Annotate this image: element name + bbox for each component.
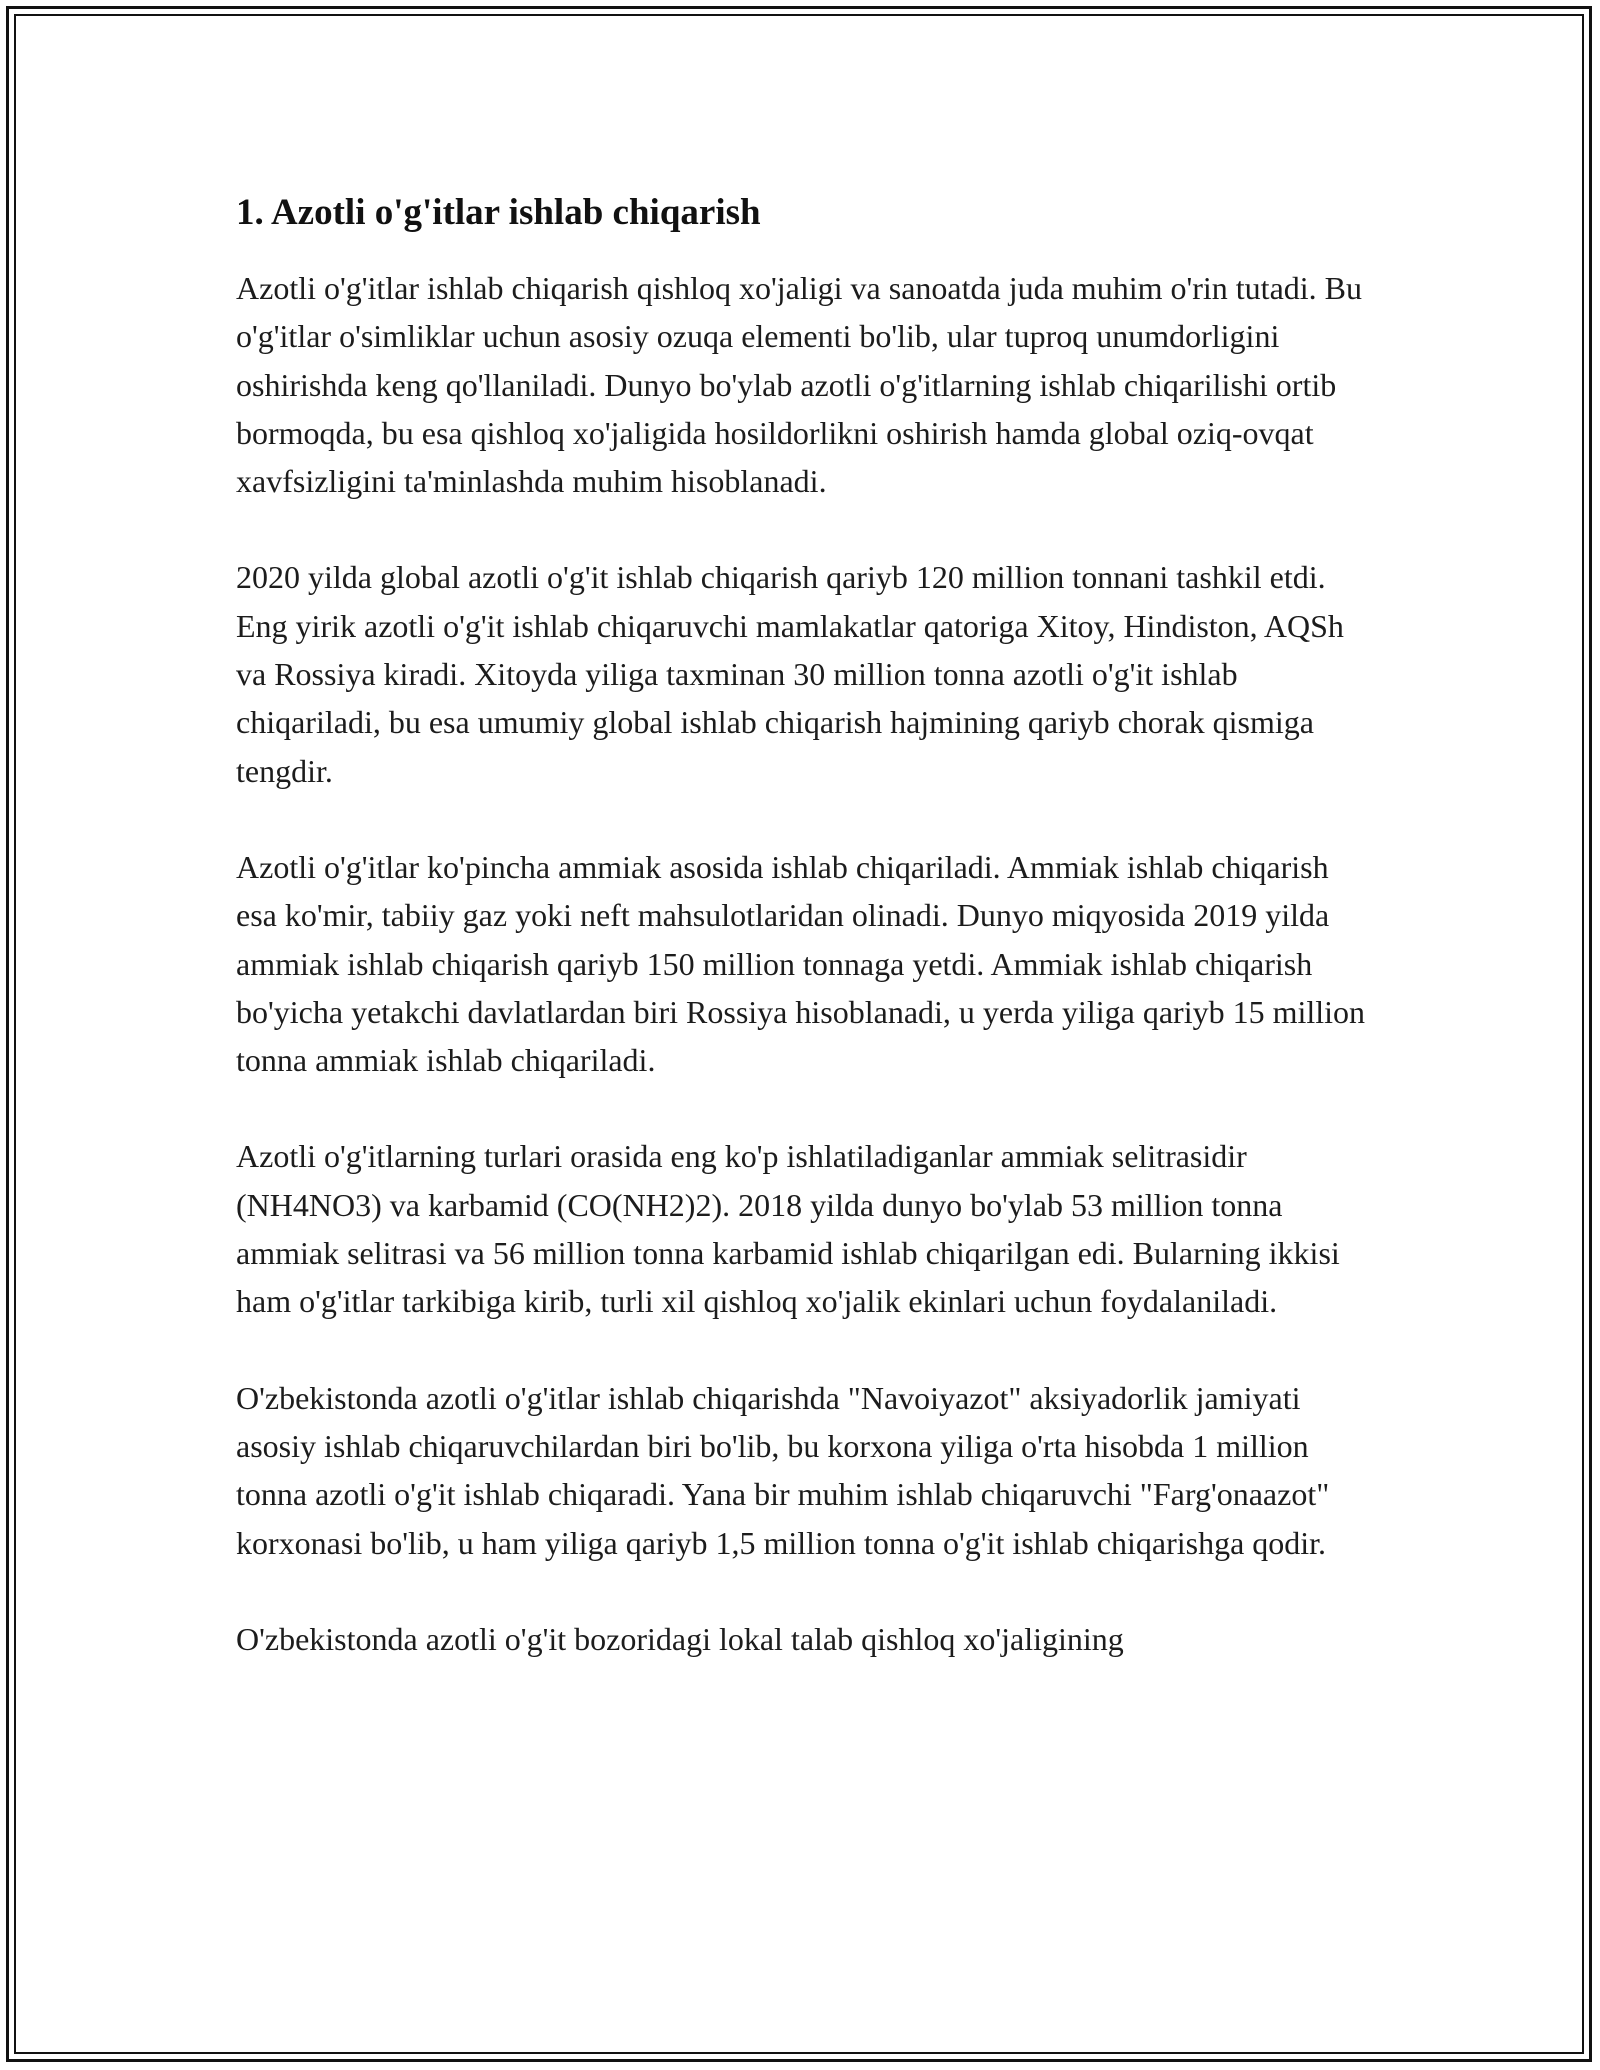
paragraph-fertilizer-types: Azotli o'g'itlarning turlari orasida eng ko'p ishlatiladiganlar ammiak selitrasidir (NH4NO3) va karbamid (CO(NH2)2). 2018 yilda dunyo bo'ylab 53 million tonna ammiak selitrasi va 56 million tonna karbamid ishlab chiqarilgan edi. Bularning ikkisi ham o'g'itlar tarkibiga kirib, turli xil qishloq xo'jalik ekinlari uchun foydalaniladi. [236, 1138, 1340, 1320]
paragraph-intro: Azotli o'g'itlar ishlab chiqarish qishloq xo'jaligi va sanoatda juda muhim o'rin tutadi. Bu o'g'itlar o'simliklar uchun asosiy ozuqa elementi bo'lib, ular tuproq unumdorligini oshirishda keng qo'llaniladi. Dunyo bo'ylab azotli o'g'itlarning ishlab chiqarilishi ortib bormoqda, bu esa qishloq xo'jaligida hosildorlikni oshirish hamda global oziq-ovqat xavfsizligini ta'minlashda muhim hisoblanadi. [236, 270, 1362, 500]
document-body [236, 188, 1376, 1711]
paragraph-ammonia: Azotli o'g'itlar ko'pincha ammiak asosida ishlab chiqariladi. Ammiak ishlab chiqarish esa ko'mir, tabiiy gaz yoki neft mahsulotlaridan olinadi. Dunyo miqyosida 2019 yilda ammiak ishlab chiqarish qariyb 150 million tonnaga yetdi. Ammiak ishlab chiqarish bo'yicha yetakchi davlatlardan biri Rossiya hisoblanadi, u yerda yiliga qariyb 15 million tonna ammiak ishlab chiqariladi. [236, 848, 1366, 1079]
paragraph-uzbekistan-market: O'zbekistonda azotli o'g'it bozoridagi lokal talab qishloq xo'jaligining [236, 1620, 1124, 1657]
paragraph-uzbekistan-producers: O'zbekistonda azotli o'g'itlar ishlab chiqarishda "Navoiyazot" aksiyadorlik jamiyati asosiy ishlab chiqaruvchilardan biri bo'lib, bu korxona yiliga o'rta hisobda 1 million tonna azotli o'g'it ishlab chiqaradi. Yana bir muhim ishlab chiqaruvchi "Farg'onaazot" korxonasi bo'lib, u ham yiliga qariyb 1,5 million tonna o'g'it ishlab chiqarishga qodir. [236, 1379, 1330, 1561]
section-heading: 1. Azotli o'g'itlar ishlab chiqarish [236, 192, 761, 233]
paragraph-global-production: 2020 yilda global azotli o'g'it ishlab chiqarish qariyb 120 million tonnani tashkil etdi. Eng yirik azotli o'g'it ishlab chiqaruvchi mamlakatlar qatoriga Xitoy, Hindiston, AQSh va Rossiya kiradi. Xitoyda yiliga taxminan 30 million tonna azotli o'g'it ishlab chiqariladi, bu esa umumiy global ishlab chiqarish hajmining qariyb chorak qismiga tengdir. [236, 559, 1344, 789]
